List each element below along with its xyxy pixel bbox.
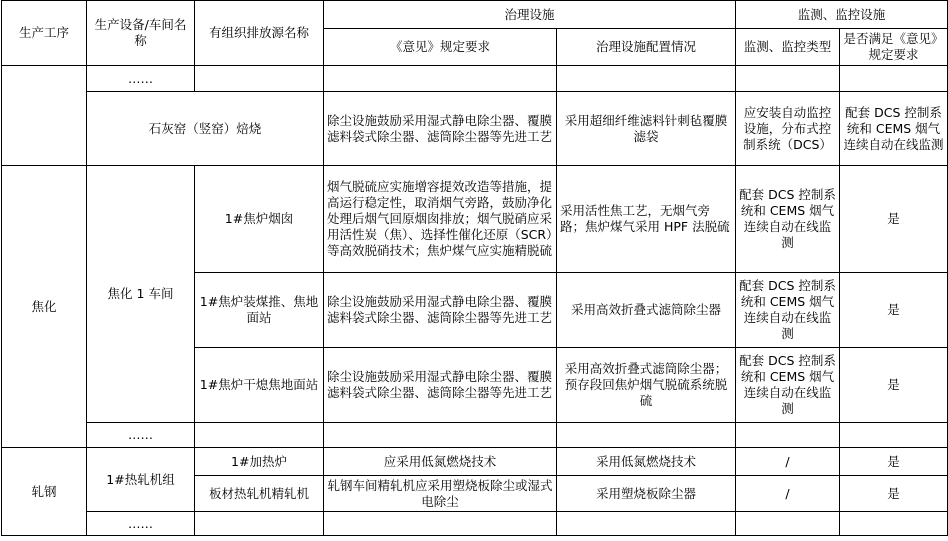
empty-cell [840, 66, 948, 92]
ellipsis-cell: …… [87, 423, 195, 448]
coking-chimney-source: 1#焦炉烟囱 [195, 166, 324, 273]
coal-push-requirement: 除尘设施鼓励采用湿式静电除尘器、覆膜滤料袋式除尘器、滤筒除尘器等先进工艺 [324, 273, 557, 348]
dry-quench-source: 1#焦炉干熄焦地面站 [195, 348, 324, 423]
coking-chimney-requirement: 烟气脱硫应实施增容提效改造等措施，提高运行稳定性，取消烟气旁路，鼓励净化处理后烟气回原烟囱排放；烟气脱硝应采用活性炭（焦）、选择性催化还原（SCR）等高效脱硝技术；焦炉煤气应实施精脱硫 [324, 166, 557, 273]
header-treatment: 治理设施 [324, 1, 736, 29]
header-source: 有组织排放源名称 [195, 1, 324, 66]
coking-chimney-config: 采用活性焦工艺，无烟气旁路；焦炉煤气采用 HPF 法脱硫 [557, 166, 736, 273]
empty-cell [324, 66, 557, 92]
dry-quench-config: 采用高效折叠式滤筒除尘器；预存段回焦炉烟气脱硫系统脱硫 [557, 348, 736, 423]
ellipsis-cell: …… [87, 66, 195, 92]
finishing-mill-config: 采用塑烧板除尘器 [557, 476, 736, 512]
header-compliant: 是否满足《意见》规定要求 [840, 29, 948, 66]
empty-cell [195, 66, 324, 92]
empty-cell [736, 423, 840, 448]
empty-cell [736, 66, 840, 92]
furnace-requirement: 应采用低氮燃烧技术 [324, 448, 557, 476]
header-process: 生产工序 [2, 1, 87, 66]
header-monitoring: 监测、监控设施 [736, 1, 948, 29]
coal-push-source: 1#焦炉装煤推、焦地面站 [195, 273, 324, 348]
header-monitor-type: 监测、监控类型 [736, 29, 840, 66]
lime-kiln-source: 石灰窑（竖窑）焙烧 [87, 92, 324, 166]
empty-cell [557, 512, 736, 536]
empty-cell [195, 423, 324, 448]
equipment-hot-rolling-unit: 1#热轧机组 [87, 448, 195, 512]
empty-cell [324, 423, 557, 448]
furnace-source: 1#加热炉 [195, 448, 324, 476]
dry-quench-monitor: 配套 DCS 控制系统和 CEMS 烟气连续自动在线监测 [736, 348, 840, 423]
coking-chimney-compliant: 是 [840, 166, 948, 273]
finishing-mill-compliant: 是 [840, 476, 948, 512]
header-opinion-requirement: 《意见》规定要求 [324, 29, 557, 66]
empty-cell [557, 66, 736, 92]
finishing-mill-monitor: / [736, 476, 840, 512]
coal-push-compliant: 是 [840, 273, 948, 348]
dry-quench-requirement: 除尘设施鼓励采用湿式静电除尘器、覆膜滤料袋式除尘器、滤筒除尘器等先进工艺 [324, 348, 557, 423]
empty-cell [736, 512, 840, 536]
finishing-mill-source: 板材热轧机精轧机 [195, 476, 324, 512]
coal-push-config: 采用高效折叠式滤筒除尘器 [557, 273, 736, 348]
coal-push-monitor: 配套 DCS 控制系统和 CEMS 烟气连续自动在线监测 [736, 273, 840, 348]
equipment-coking-workshop: 焦化 1 车间 [87, 166, 195, 423]
header-treatment-config: 治理设施配置情况 [557, 29, 736, 66]
process-cell-blank [2, 66, 87, 166]
empty-cell [324, 512, 557, 536]
lime-kiln-config: 采用超细纤维滤料针刺毡覆膜滤袋 [557, 92, 736, 166]
lime-kiln-compliant: 配套 DCS 控制系统和 CEMS 烟气连续自动在线监测 [840, 92, 948, 166]
emission-table [1, 0, 948, 536]
empty-cell [195, 512, 324, 536]
empty-cell [840, 512, 948, 536]
ellipsis-cell: …… [87, 512, 195, 536]
furnace-monitor: / [736, 448, 840, 476]
coking-chimney-monitor: 配套 DCS 控制系统和 CEMS 烟气连续自动在线监测 [736, 166, 840, 273]
empty-cell [557, 423, 736, 448]
furnace-compliant: 是 [840, 448, 948, 476]
finishing-mill-requirement: 轧钢车间精轧机应采用塑烧板除尘或湿式电除尘 [324, 476, 557, 512]
header-equipment: 生产设备/车间名称 [87, 1, 195, 66]
dry-quench-compliant: 是 [840, 348, 948, 423]
furnace-config: 采用低氮燃烧技术 [557, 448, 736, 476]
process-rolling: 轧钢 [2, 448, 87, 536]
lime-kiln-requirement: 除尘设施鼓励采用湿式静电除尘器、覆膜滤料袋式除尘器、滤筒除尘器等先进工艺 [324, 92, 557, 166]
empty-cell [840, 423, 948, 448]
process-coking: 焦化 [2, 166, 87, 448]
lime-kiln-monitor: 应安装自动监控设施，分布式控制系统（DCS） [736, 92, 840, 166]
